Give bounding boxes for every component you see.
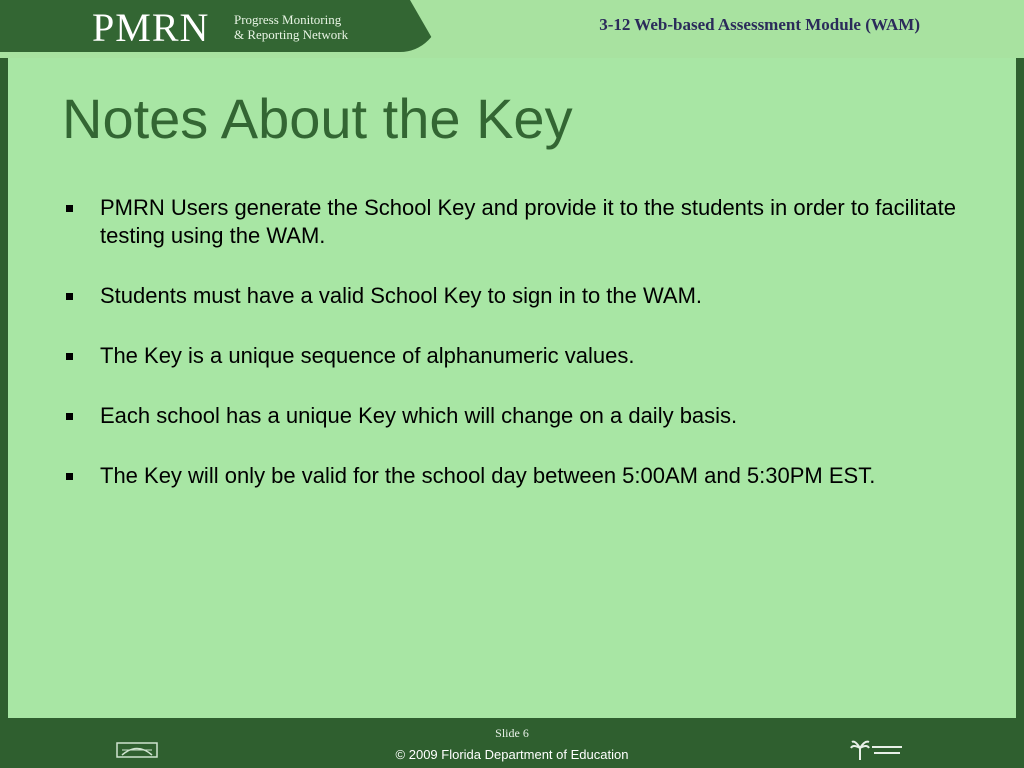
pmrn-logo: PMRN [92,5,210,50]
bullet-item [62,342,962,370]
bullet-text: Each school has a unique Key which will change on a daily basis. [100,403,738,428]
bullet-item [62,462,962,490]
bullet-item [62,194,962,250]
bullet-square-icon [66,413,73,420]
slide-number: Slide 6 [495,726,529,740]
logo-subtitle [234,12,348,42]
logo-subtitle-line-2: & Reporting Network [234,27,349,42]
bullet-item [62,402,962,430]
just-read-florida-logo-icon [850,738,906,762]
module-title: 3-12 Web-based Assessment Module (WAM) [599,15,920,34]
bullet-list [62,194,962,522]
bullet-square-icon [66,205,73,212]
slide-content [8,58,1016,718]
copyright-text: © 2009 Florida Department of Education [395,747,629,762]
bullet-square-icon [66,293,73,300]
bullet-square-icon [66,473,73,480]
bullet-text: Students must have a valid School Key to sign in to the WAM. [100,283,703,308]
slide-title: Notes About the Key [62,87,573,150]
header-bar [0,0,1024,58]
bullet-item [62,282,962,310]
bullet-square-icon [66,353,73,360]
logo-subtitle-line-1: Progress Monitoring [234,12,342,27]
bullet-text: The Key is a unique sequence of alphanumeric values. [100,343,635,368]
bullet-text: The Key will only be valid for the school day between 5:00AM and 5:30PM EST. [100,463,876,488]
logo-tab [0,0,440,52]
fdoe-logo-icon [116,740,158,760]
bullet-text: PMRN Users generate the School Key and provide it to the students in order to facilitate testing using the WAM. [100,195,957,248]
footer-bar [0,718,1024,768]
